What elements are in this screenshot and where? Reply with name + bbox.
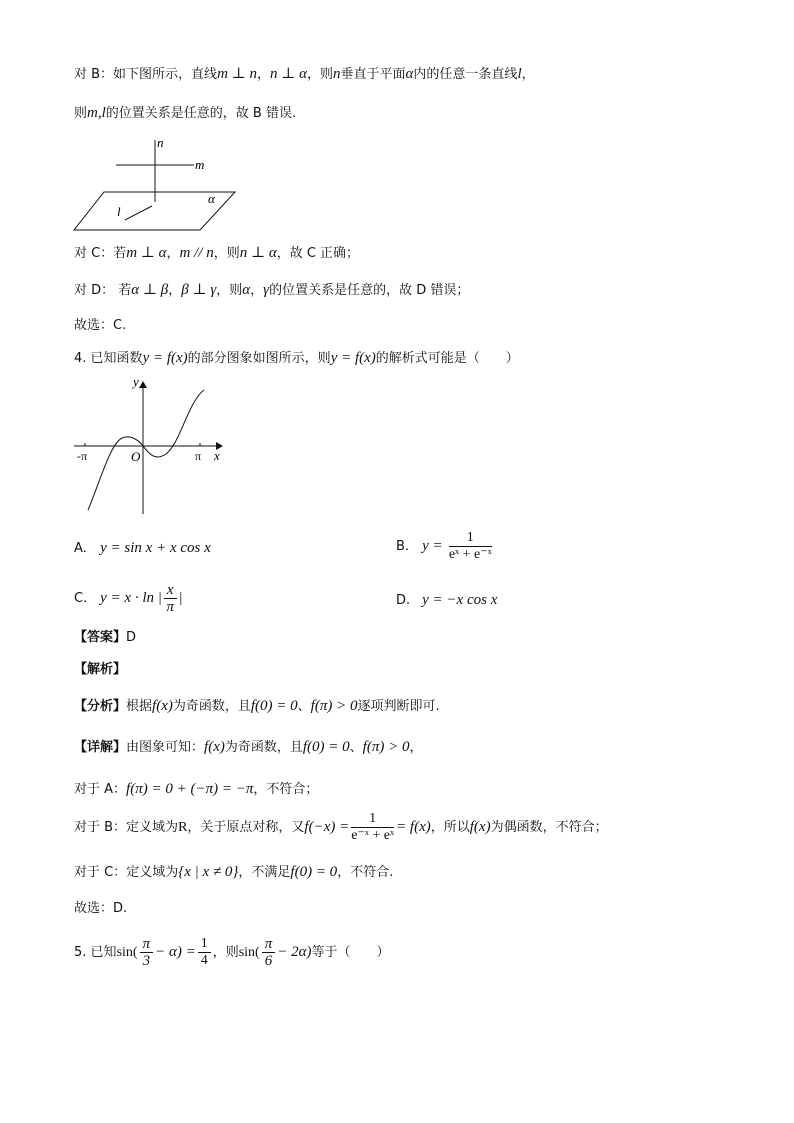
text: 、: [297, 699, 311, 714]
math-inline: γ: [263, 282, 270, 298]
text: ，: [166, 246, 180, 261]
curve: [88, 390, 204, 510]
math-inline: − α) =: [155, 944, 196, 960]
question-4: [74, 348, 519, 369]
math-inline: f(x): [152, 698, 173, 714]
text: ，所以: [430, 820, 470, 835]
for-a: [74, 779, 318, 800]
math-inline: {x | x ≠ 0}: [178, 864, 239, 880]
numerator: 1: [198, 936, 211, 953]
label-neg-pi: -π: [77, 449, 88, 463]
text: ，: [168, 283, 182, 298]
math-inline: f(x): [204, 739, 225, 755]
b-analysis-line-2: [74, 103, 296, 124]
text: 为偶函数，不符合；: [490, 820, 608, 835]
text: 对于 B：定义域为: [74, 820, 179, 835]
text: ，故 C 正确；: [276, 246, 360, 261]
jiexi-label: 【解析】: [74, 662, 127, 677]
math-inline: f(0) = 0: [250, 698, 298, 714]
b-analysis-line-1: [74, 64, 535, 85]
text: 已知函数: [90, 351, 143, 366]
text: 对 D： 若: [74, 283, 132, 298]
denominator: 6: [264, 953, 273, 969]
section-label: 【详解】: [74, 740, 127, 755]
option-expression: y =: [422, 538, 443, 554]
text: 的解析式可能是（ ）: [375, 351, 519, 366]
text: 则: [74, 106, 88, 121]
math-inline: n ⊥ α: [270, 66, 308, 82]
denominator: π: [166, 599, 174, 615]
text: ，则: [212, 945, 239, 960]
math-inline: − 2α): [277, 944, 312, 960]
fraction: [164, 582, 177, 615]
text: 为奇函数，且: [224, 740, 303, 755]
math-inline: α: [242, 282, 251, 298]
math-inline: sin(: [116, 945, 138, 960]
answer: [74, 628, 136, 648]
text: 根据: [126, 699, 153, 714]
xiangjie: [74, 737, 422, 758]
text: ，不符合；: [253, 782, 319, 797]
numerator: 1: [449, 530, 492, 547]
option-label: A.: [74, 541, 87, 556]
fraction: [198, 936, 211, 969]
line-l: [125, 206, 152, 220]
math-inline: m ⊥ α: [126, 245, 167, 261]
text: 等于（ ）: [311, 945, 390, 960]
text: 对 B：如下图所示，直线: [74, 67, 218, 82]
math-inline: n: [333, 66, 341, 82]
label-x: x: [214, 448, 220, 463]
option-expression: y = sin x + x cos x: [100, 540, 211, 556]
text: 由图象可知：: [126, 740, 205, 755]
option-d: [396, 590, 497, 611]
math-inline: n ⊥ α: [239, 245, 277, 261]
text: ，: [521, 67, 535, 82]
text: 的部分图象如图所示，则: [187, 351, 331, 366]
math-inline: f(π) > 0: [310, 698, 358, 714]
numerator: π: [140, 936, 154, 953]
math-inline: α: [405, 66, 414, 82]
denominator: e⁻ˣ + eˣ: [351, 828, 395, 843]
text: 的位置关系是任意的，故 B 错误.: [105, 106, 297, 121]
math-inline: f(0) = 0: [302, 739, 350, 755]
math-inline: = f(x): [396, 819, 431, 835]
text: 对于 C：定义域为: [74, 865, 179, 880]
question-number: 4.: [74, 351, 87, 366]
option-label: D.: [396, 593, 411, 608]
prev-answer: 故选：C.: [74, 318, 127, 333]
text: ，关于原点对称，又: [187, 820, 305, 835]
text: ，: [409, 740, 423, 755]
label-origin: O: [131, 449, 141, 464]
c-analysis: [74, 243, 359, 264]
denominator: 3: [142, 953, 151, 969]
math-inline: y = f(x): [142, 350, 188, 366]
option-expression: y = −x cos x: [422, 592, 498, 608]
for-b: [74, 811, 608, 844]
numerator: 1: [351, 811, 394, 828]
label-n: n: [157, 136, 164, 150]
text: 为奇函数，且: [172, 699, 251, 714]
math-inline: y = f(x): [330, 350, 376, 366]
answer-q4: 故选：D.: [74, 901, 128, 916]
option-label: B.: [396, 539, 410, 554]
numerator: x: [164, 582, 177, 599]
text: 、: [349, 740, 363, 755]
text: 对于 A：: [74, 782, 127, 797]
math-inline: R: [178, 820, 188, 835]
answer-label: 【答案】: [74, 630, 127, 645]
option-c: [74, 582, 183, 615]
text: ，则: [213, 246, 240, 261]
label-y: y: [133, 374, 139, 389]
label-alpha: α: [208, 191, 215, 206]
math-inline: f(x): [469, 819, 491, 835]
option-expression: |: [178, 590, 183, 606]
text: 已知: [90, 945, 117, 960]
question-5: [74, 936, 390, 969]
math-inline: α ⊥ β: [131, 282, 169, 298]
math-inline: f(−x) =: [304, 819, 350, 835]
text: ，: [250, 283, 264, 298]
math-inline: sin(: [238, 945, 260, 960]
denominator: eˣ + e⁻ˣ: [448, 547, 492, 562]
math-inline: m,l: [87, 105, 106, 121]
math-inline: m // n: [179, 245, 214, 261]
text: ，不符合.: [337, 865, 394, 880]
option-expression: y = x · ln |: [100, 590, 162, 606]
fenxi: [74, 696, 440, 717]
text: ，则: [307, 67, 334, 82]
d-analysis: [74, 280, 469, 301]
for-c: [74, 862, 393, 883]
label-m: m: [195, 157, 205, 172]
fraction: [351, 811, 394, 844]
text: 的位置关系是任意的，故 D 错误；: [269, 283, 470, 298]
text: 对 C：若: [74, 246, 127, 261]
text: ，则: [216, 283, 243, 298]
answer-value: D: [126, 630, 137, 645]
numerator: π: [262, 936, 276, 953]
section-label: 【分析】: [74, 699, 127, 714]
option-label: C.: [74, 591, 88, 606]
label-l: l: [117, 204, 121, 219]
math-inline: m ⊥ n: [217, 66, 258, 82]
math-inline: f(π) = 0 + (−π) = −π: [126, 781, 254, 797]
denominator: 4: [200, 953, 208, 968]
fraction: [140, 936, 154, 969]
math-inline: β ⊥ γ: [181, 282, 217, 298]
option-b: [396, 530, 494, 563]
option-a: [74, 538, 211, 559]
text: ，: [257, 67, 271, 82]
math-inline: l: [517, 66, 522, 82]
text: 内的任意一条直线: [413, 67, 518, 82]
text: 垂直于平面: [340, 67, 406, 82]
function-graph: [70, 372, 230, 517]
text: 逐项判断即可.: [357, 699, 440, 714]
question-number: 5.: [74, 945, 87, 960]
plane-figure: [70, 136, 245, 234]
fraction: [449, 530, 492, 563]
math-inline: f(π) > 0: [362, 739, 410, 755]
label-pi: π: [195, 449, 202, 463]
text: ，不满足: [238, 865, 291, 880]
math-inline: f(0) = 0: [290, 864, 338, 880]
fraction: [262, 936, 276, 969]
